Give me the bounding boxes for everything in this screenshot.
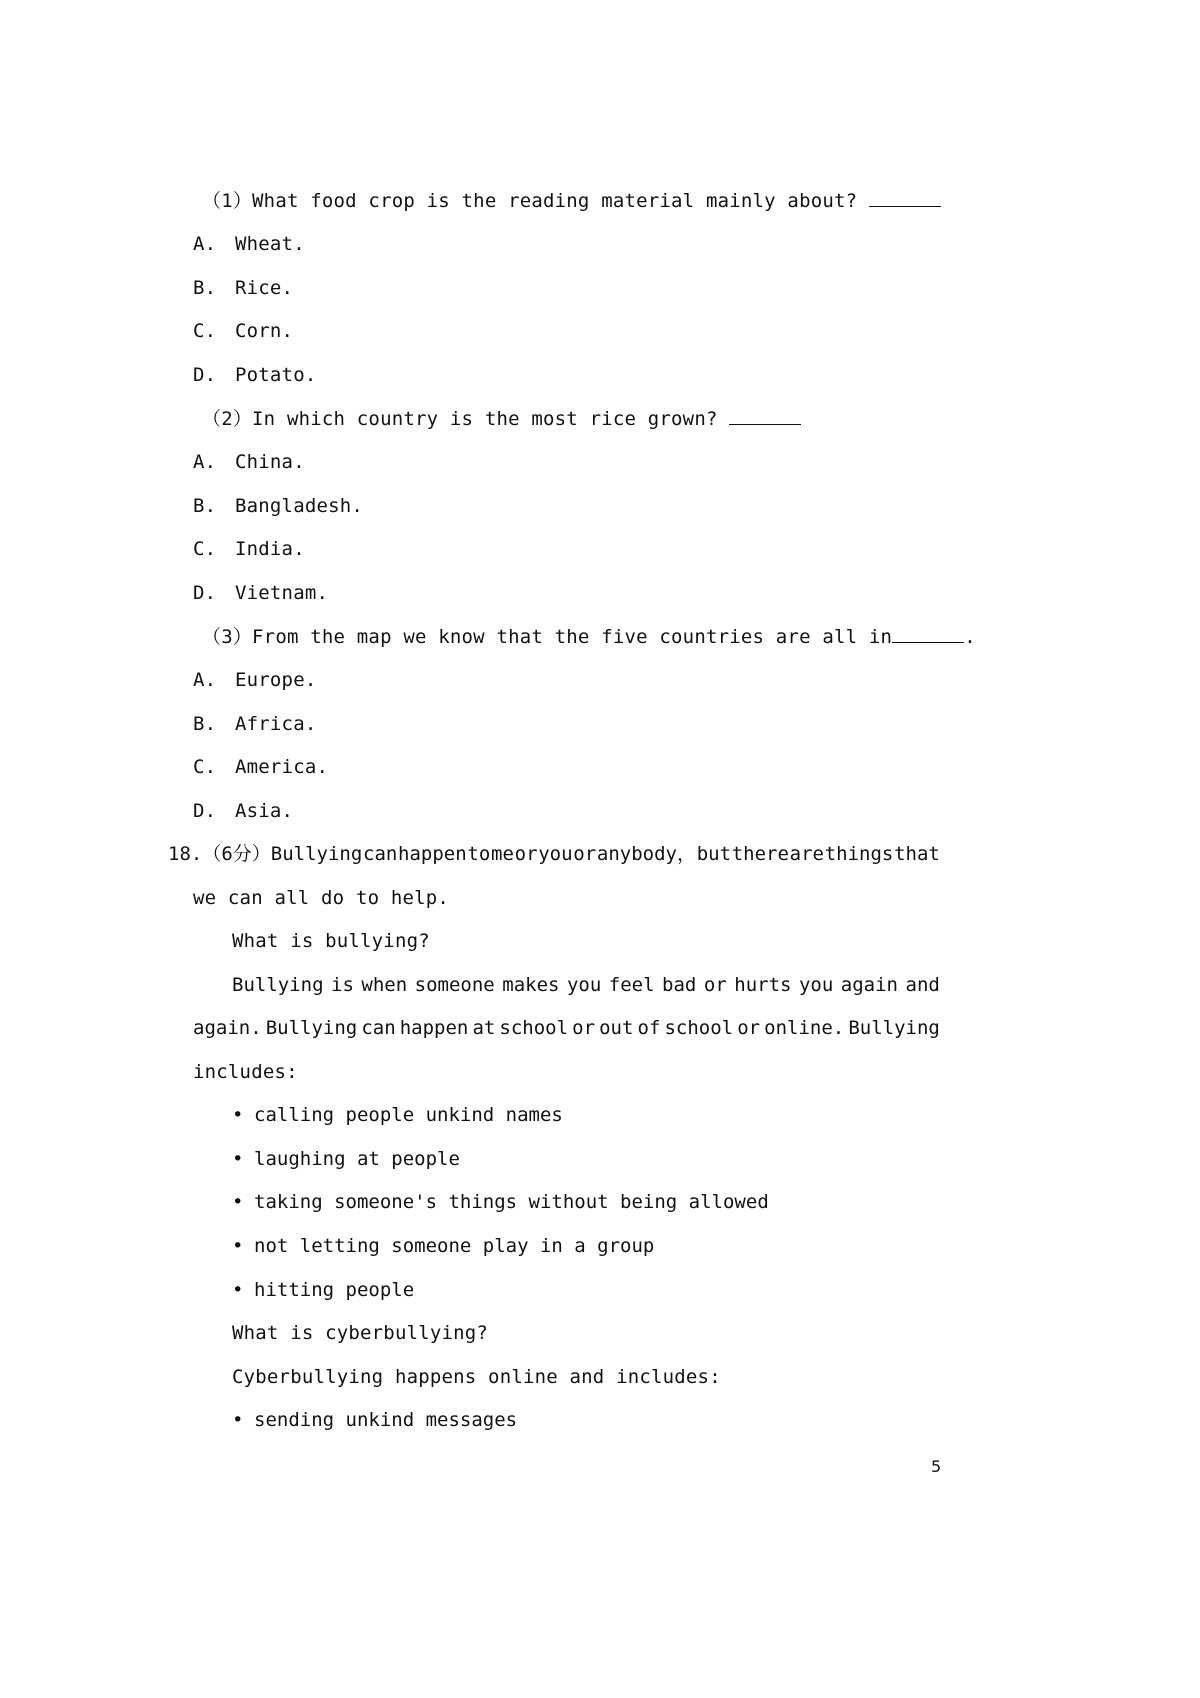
answer-blank[interactable] <box>729 406 801 425</box>
option-c: C. America. <box>193 756 329 778</box>
question-18-intro-cont: we can all do to help. <box>193 887 450 909</box>
option-a: A. Europe. <box>193 669 317 691</box>
bullet-icon: • <box>232 1191 244 1213</box>
list-item: • hitting people <box>232 1279 415 1301</box>
option-a: A. Wheat. <box>193 233 305 255</box>
bullet-icon: • <box>232 1279 244 1301</box>
question-18-intro: 18.（6分）Bullying can happen to me or you or anybody， but there are things that <box>168 843 940 865</box>
option-b: B. Rice. <box>193 277 294 299</box>
list-item: • laughing at people <box>232 1148 460 1170</box>
section-heading: What is cyberbullying? <box>232 1322 489 1344</box>
paragraph-line: Bullying is when someone makes you feel bad or hurts you again and <box>232 974 940 996</box>
list-item: • calling people unkind names <box>232 1104 563 1126</box>
option-d: D. Vietnam. <box>193 582 329 604</box>
answer-blank[interactable] <box>869 188 941 207</box>
option-d: D. Potato. <box>193 364 317 386</box>
option-b: B. Africa. <box>193 713 317 735</box>
bullet-icon: • <box>232 1409 244 1431</box>
list-item: • sending unkind messages <box>232 1409 518 1431</box>
paragraph-line: again. Bullying can happen at school or out of school or online. Bullying <box>193 1017 940 1039</box>
option-c: C. India. <box>193 538 305 560</box>
bullet-icon: • <box>232 1235 244 1257</box>
page-number: 5 <box>931 1457 942 1476</box>
paragraph-line: Cyberbullying happens online and includes: <box>232 1366 721 1388</box>
option-b: B. Bangladesh. <box>193 495 364 517</box>
answer-blank[interactable] <box>892 624 964 643</box>
list-item: • not letting someone play in a group <box>232 1235 655 1257</box>
list-item: • taking someone's things without being allowed <box>232 1191 769 1213</box>
option-c: C. Corn. <box>193 320 294 342</box>
question-stem: （3）From the map we know that the five countries are all in . <box>202 626 976 648</box>
question-stem: （1）What food crop is the reading material mainly about? <box>202 188 941 213</box>
section-heading: What is bullying? <box>232 930 430 952</box>
question-stem: （2）In which country is the most rice grown? <box>202 406 801 431</box>
option-d: D. Asia. <box>193 800 294 822</box>
option-a: A. China. <box>193 451 305 473</box>
bullet-icon: • <box>232 1104 244 1126</box>
bullet-icon: • <box>232 1148 244 1170</box>
paragraph-line: includes: <box>193 1061 298 1083</box>
